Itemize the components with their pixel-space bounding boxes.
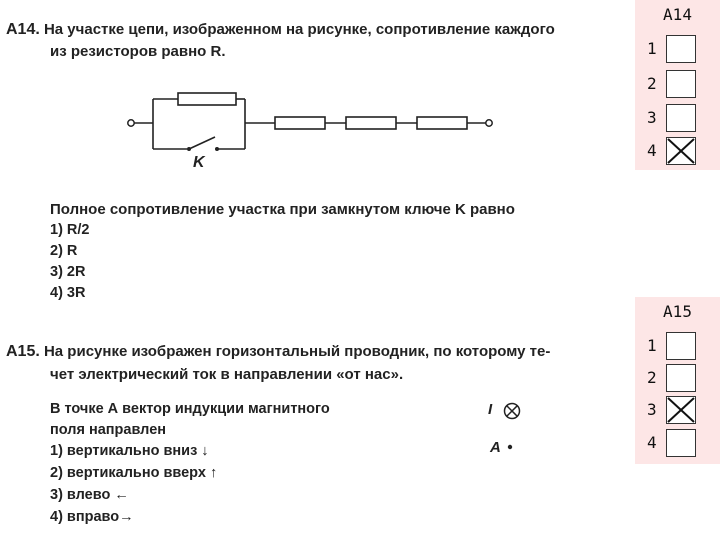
a15-option-1: 1) вертикально вниз ↓ [50,443,209,459]
answer-number: 4 [647,433,657,452]
panel-a15-row-4 [635,427,720,459]
switch-k [189,137,215,149]
answer-number: 3 [647,400,657,419]
a15-statement-line1: На рисунке изображен горизонтальный проводник, по которому те- [43,343,551,360]
panel-a14-row-2 [635,68,720,100]
answer-checkbox-a15-3[interactable] [666,396,696,424]
answer-checkbox-a14-3[interactable] [666,104,696,132]
a14-statement-line2: из резисторов равно R. [50,43,226,60]
answer-number: 1 [647,336,657,355]
a14-line1 [6,21,555,39]
a15-number: А15. [6,343,40,360]
a14-option-4: 4) 3R [50,285,86,301]
a15-question-line1: В точке А вектор индукции магнитного [50,401,330,417]
check-cross-icon [667,138,695,164]
switch-label: K [193,154,205,171]
panel-a15-row-2 [635,362,720,394]
answer-checkbox-a14-1[interactable] [666,35,696,63]
a15-statement-line2: чет электрический ток в направлении «от нас». [50,366,404,383]
answer-number: 2 [647,368,657,387]
current-into-page-icon [501,400,523,422]
panel-a14-row-1 [635,33,720,65]
a15-option-4: 4) вправо→ [50,509,134,525]
a14-statement-line1: На участке цепи, изображенном на рисунке, сопротивление каждого [43,21,555,38]
answer-number: 2 [647,74,657,93]
resistor-series-2 [346,117,396,129]
a15-option-2: 2) вертикально вверх ↑ [50,465,218,481]
answer-checkbox-a14-4[interactable] [666,137,696,165]
right-terminal [486,120,492,126]
answer-checkbox-a15-1[interactable] [666,332,696,360]
a15-line1 [6,343,550,361]
a14-option-2: 2) R [50,243,78,259]
answer-panel-a14 [635,0,720,170]
point-a-dot [505,441,515,451]
left-terminal [128,120,134,126]
a15-question-line2: поля направлен [50,422,167,438]
panel-a15-row-1 [635,330,720,362]
a14-number: А14. [6,21,40,38]
answer-number: 1 [647,39,657,58]
answer-checkbox-a15-4[interactable] [666,429,696,457]
panel-a15-row-3 [635,394,720,426]
panel-a14-title: A14 [663,5,692,24]
answer-checkbox-a15-2[interactable] [666,364,696,392]
answer-checkbox-a14-2[interactable] [666,70,696,98]
point-a-label: A [490,439,501,456]
circuit-diagram [120,85,505,180]
answer-number: 4 [647,141,657,160]
a14-question: Полное сопротивление участка при замкнутом ключе K равно [50,201,515,218]
answer-number: 3 [647,108,657,127]
panel-a15-title: A15 [663,302,692,321]
panel-a14-row-4 [635,135,720,167]
answer-panel-a15 [635,297,720,464]
resistor-series-1 [275,117,325,129]
resistor-parallel [178,93,236,105]
current-label: I [488,401,493,418]
panel-a14-row-3 [635,102,720,134]
a14-option-1: 1) R/2 [50,222,90,238]
a15-option-3: 3) влево ← [50,487,129,503]
resistor-series-3 [417,117,467,129]
check-cross-icon [667,397,695,423]
a14-option-3: 3) 2R [50,264,86,280]
